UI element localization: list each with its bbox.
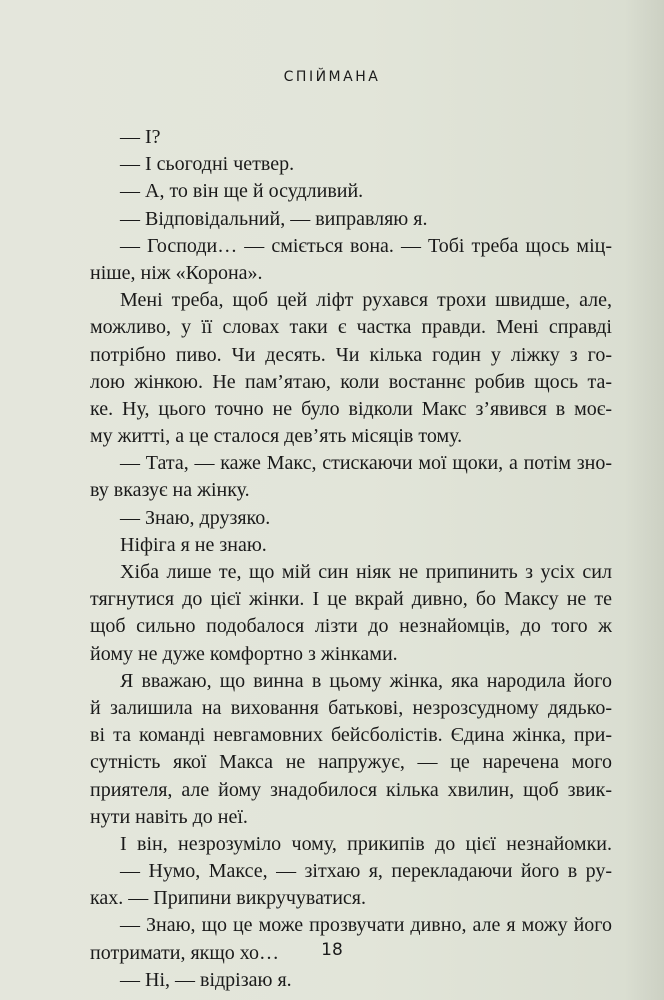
text-line: Хіба лише те, що мій син ніяк не припинить з усіх сил [120,561,612,583]
text-line: — І сьогодні четвер. [120,153,295,176]
text-line: Мені треба, щоб цей ліфт рухався трохи швидше, але, [120,289,612,312]
text-line: й залишила на виховання батькові, незрозсудному дядько- [90,696,612,719]
text-line: нути навіть до неї. [90,805,248,828]
text-line: ніше, ніж «Корона». [90,261,263,284]
text-line: ву вказує на жінку. [90,479,250,502]
text-line: — І? [120,126,161,148]
text-line: ві та команді невгамовних бейсболістів. Єдина жінка, при- [90,724,612,747]
text-line: — Ні, — відрізаю я. [120,968,292,991]
text-line: — Господи… — сміється вона. — Тобі треба щось міц- [120,234,612,257]
text-line: — Знаю, що це може прозвучати дивно, але я можу його [120,914,612,937]
body-text [90,124,612,994]
text-line: можливо, у її словах таки є частка правди. Мені справді [90,316,612,339]
text-line: сутність якої Макса не напружує, — це наречена мого [90,751,612,774]
text-line: йому не дуже комфортно з жінками. [90,642,398,665]
text-line: потримати, якщо хо… [90,941,280,964]
text-line: — Тата, — каже Макс, стискаючи мої щоки, а потім зно- [120,452,612,475]
text-line: — А, то він ще й осудливий. [120,180,364,203]
text-line: ке. Ну, цього точно не було відколи Макс з’явився в моє- [90,397,612,420]
text-line: лою жінкою. Не пам’ятаю, коли востаннє робив щось та- [90,370,612,393]
text-line: Я вважаю, що винна в цьому жінка, яка народила його [120,669,612,692]
text-line: ках. — Припини викручуватися. [90,887,366,910]
text-line: щоб сильно подобалося лізти до незнайомців, до того ж [90,615,612,638]
page-number: 18 [321,940,343,960]
text-line: І він, незрозуміло чому, прикипів до цієї незнайомки. [120,832,612,855]
text-line: Ніфіга я не знаю. [120,533,267,556]
text-line: — Відповідальний, — виправляю я. [120,207,428,230]
text-line: потрібно пиво. Чи десять. Чи кілька годин у ліжку з го- [90,343,612,366]
text-line: — Нумо, Максе, — зітхаю я, перекладаючи його в ру- [120,860,612,883]
text-line: му житті, а це сталося дев’ять місяців тому. [90,425,463,448]
text-line: тягнутися до цієї жінки. І це вкрай дивно, бо Максу не те [90,588,612,611]
text-line: приятеля, але йому знадобилося кілька хвилин, щоб звик- [90,778,612,801]
text-line: — Знаю, друзяко. [120,506,271,529]
running-head: СПІЙМАНА [283,69,381,85]
